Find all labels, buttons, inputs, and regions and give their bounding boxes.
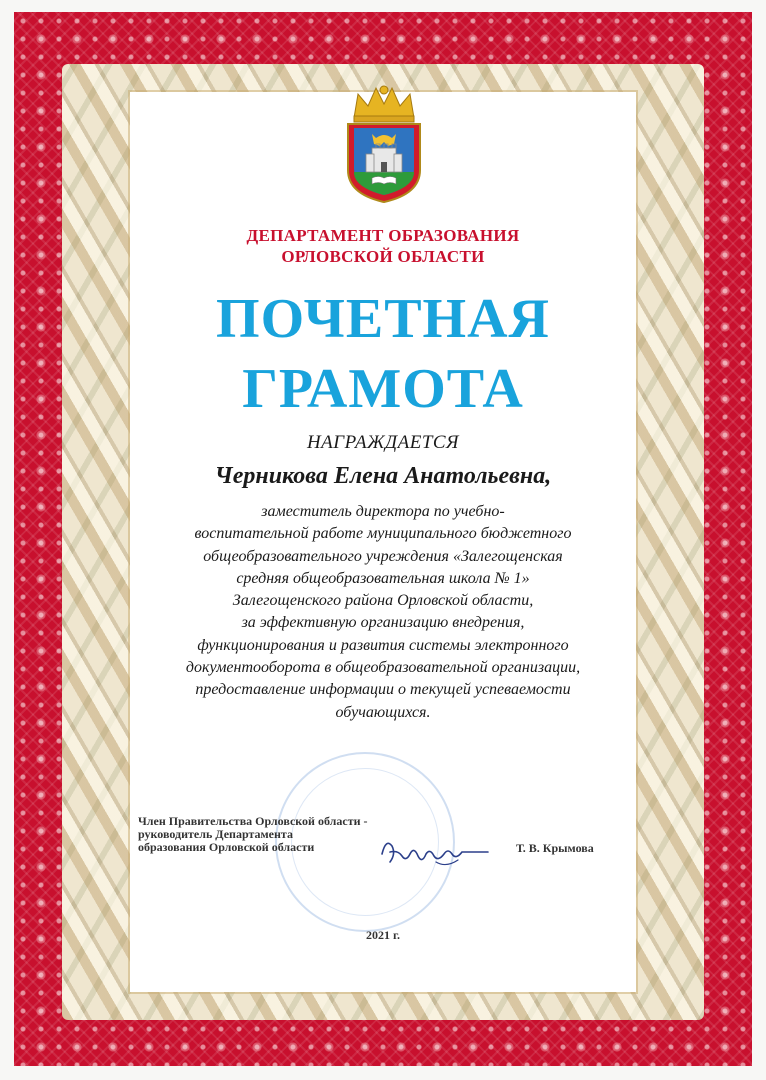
award-description-line: документооборота в общеобразовательной организации,	[185, 659, 581, 677]
award-description-line: воспитательной работе муниципального бюджетного	[194, 525, 572, 543]
award-description-line: Залегощенского района Орловской области,	[232, 592, 534, 610]
signer-name: Т. В. Крымова	[516, 841, 594, 855]
issue-year: 2021 г.	[365, 928, 401, 942]
award-description-line: предоставление информации о текущей успеваемости	[195, 681, 571, 699]
award-description-line: средняя общеобразовательная школа № 1»	[236, 569, 530, 587]
award-description-line: заместитель директора по учебно-	[261, 503, 505, 520]
department-name-line1: ДЕПАРТАМЕНТ ОБРАЗОВАНИЯ	[246, 226, 520, 245]
oryol-coat-of-arms-icon	[336, 80, 432, 204]
signer-position-line: руководитель Департамента	[138, 827, 293, 841]
signer-position-line: Член Правительства Орловской области -	[138, 814, 368, 828]
award-description-line: за эффективную организацию внедрения,	[241, 614, 525, 632]
certificate-title-line1: ПОЧЕТНАЯ	[216, 288, 550, 350]
signer-position-line: образования Орловской области	[138, 840, 315, 854]
award-description-line: функционирования и развития системы электронного	[197, 636, 569, 654]
award-description-line: общеобразовательного учреждения «Залегощенская	[203, 547, 563, 565]
recipient-name: Черникова Елена Анатольевна,	[214, 463, 552, 489]
award-description	[140, 501, 626, 724]
department-name-line2: ОРЛОВСКОЙ ОБЛАСТИ	[281, 247, 485, 266]
handwritten-signature	[376, 832, 496, 872]
awarded-label: НАГРАЖДАЕТСЯ	[306, 432, 460, 453]
certificate-title-line2: ГРАМОТА	[242, 358, 524, 420]
award-description-line: обучающихся.	[335, 703, 431, 721]
